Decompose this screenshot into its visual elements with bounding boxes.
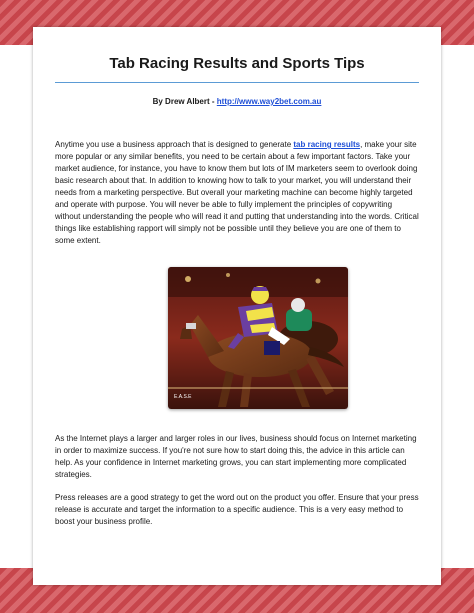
horse-racing-photo xyxy=(168,267,348,409)
paragraph-intro-rest: , make your site more popular or any similar benefits, you need to be certain about a few important factors. Take your market audience, for instance, you have to know them but lots of IM marketers seem to overlook doing basic research about that. In addition to knowing how to talk to your market, you will understand their needs from a marketing perspective. But overall your marketing machine can become highly targeted and operate with purpose. You will never be able to fully implement the principles of copywriting without understanding the people who will read it and putting that understanding into the words. Critical things like establishing rapport will simply not be possible until they believe you are one of them to some extent. xyxy=(55,140,419,245)
byline-author: By Drew Albert - xyxy=(152,97,217,106)
document-page xyxy=(33,27,441,585)
paragraph-internet: As the Internet plays a larger and larger roles in our lives, business should focus on Internet marketing in order to maximize success. If you're not sure how to start doing this, the advice in this article can help. As your confidence in Internet marketing grows, you can start implementing more complicated strategies. xyxy=(55,434,417,479)
photo-watermark-text: E.A.S.E xyxy=(174,394,192,400)
tab-racing-results-link[interactable]: tab racing results xyxy=(293,140,361,149)
paragraph-intro xyxy=(55,139,419,247)
byline xyxy=(33,97,441,106)
byline-url-link[interactable]: http://www.way2bet.com.au xyxy=(216,97,322,106)
paragraph-intro-start: Anytime you use a business approach that is designed to generate xyxy=(55,140,294,149)
paragraph-press-releases: Press releases are a good strategy to get the word out on the product you offer. Ensure that your press release is accurate and target the information to a specific audience. This is a very easy method to boost your business profile. xyxy=(55,493,419,526)
title-underline xyxy=(55,82,419,83)
document-title: Tab Racing Results and Sports Tips xyxy=(109,55,365,72)
